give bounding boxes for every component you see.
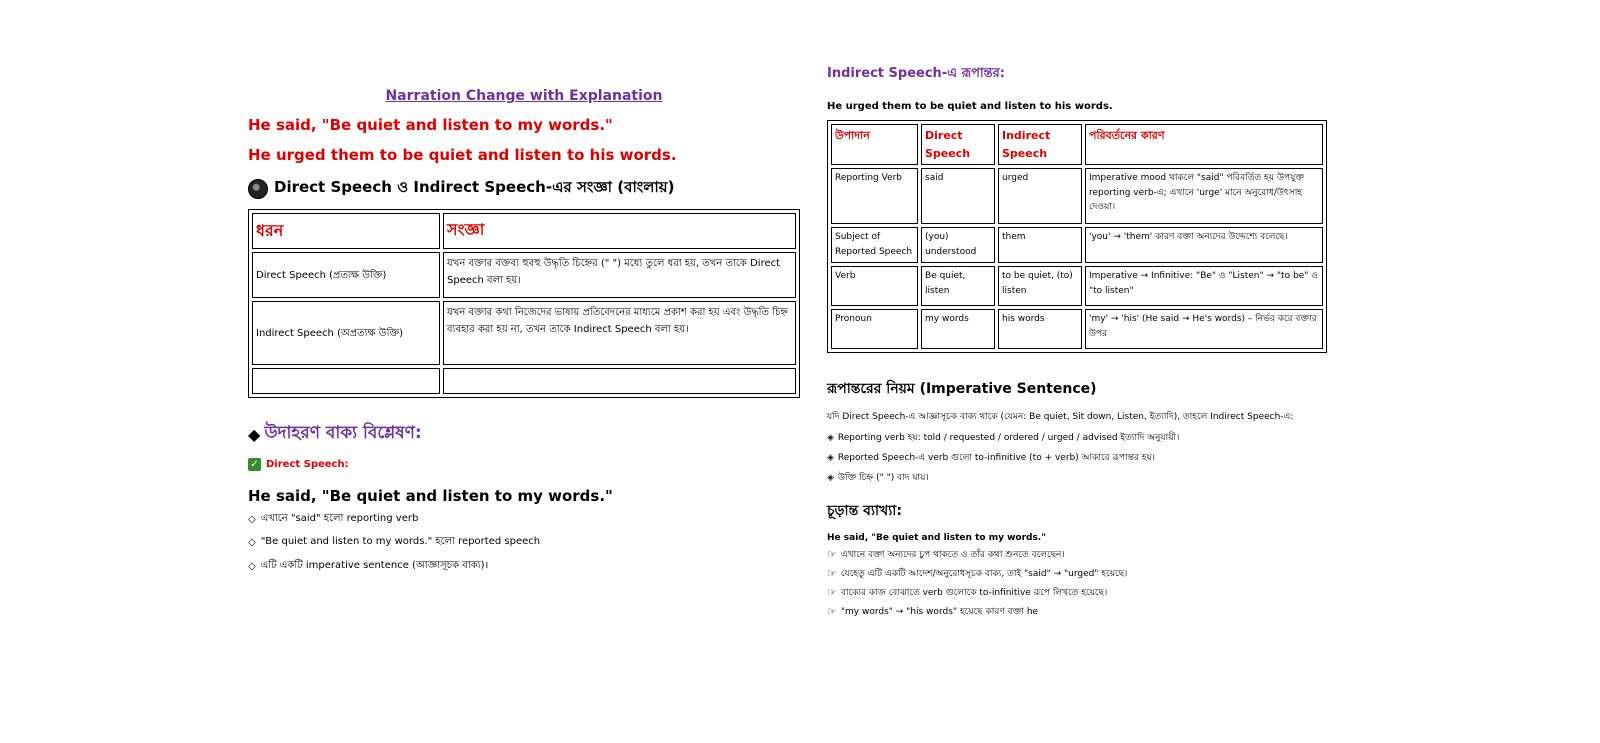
- conv-indirect-cell: them: [998, 227, 1082, 263]
- conv-indirect-cell: urged: [998, 168, 1082, 224]
- list-item: [827, 547, 1327, 562]
- rule-heading: রূপান্তরের নিয়ম (Imperative Sentence): [827, 381, 1097, 398]
- rule-intro: যদি Direct Speech-এ আজ্ঞাসূচক বাক্য থাকে (যেমন: Be quiet, Sit down, Listen, ইত্যাদি), তাহলে Indirect Speech-এ:: [827, 412, 1294, 423]
- conv-reason-cell: 'my' → 'his' (He said → He's words) – নির্ভর করে বক্তার উপর: [1085, 309, 1323, 349]
- direct-speech-label: [248, 458, 800, 471]
- conv-header-indirect: Indirect Speech: [998, 124, 1082, 165]
- list-item-text: বাক্যের কাজ বোঝাতে verb গুলোকে to-infinitive রূপে লিখতে হয়েছে।: [840, 588, 1108, 599]
- analysis-list: [248, 511, 800, 575]
- final-example: He said, "Be quiet and listen to my words.": [827, 533, 1046, 544]
- list-item-text: উক্তি চিহ্ন (" ") বাদ যায়।: [837, 473, 929, 484]
- list-item-text: যেহেতু এটি একটি আদেশ/অনুরোধসূচক বাক্য, তাই "said" → "urged" হয়েছে।: [840, 569, 1128, 580]
- conv-reason-cell: Imperative mood থাকলে "said" পরিবর্তিত হয় উপযুক্ত reporting verb-এ; এখানে 'urge' মানে অনুরোধ/উৎসাহ দেওয়া।: [1085, 168, 1323, 224]
- list-item: [827, 566, 1327, 581]
- def-type-cell: [252, 368, 440, 394]
- diamond-outline-icon: ◇: [248, 537, 256, 548]
- example-heading-text: উদাহরণ বাক্য বিশ্লেষণ:: [264, 423, 422, 443]
- list-item: [827, 430, 1327, 445]
- diamond-outline-icon: ◇: [248, 560, 256, 572]
- final-heading: চূড়ান্ত ব্যাখ্যা:: [827, 503, 902, 520]
- indirect-sentence: He urged them to be quiet and listen to his words.: [248, 146, 677, 164]
- globe-icon: [248, 179, 268, 199]
- list-item: [827, 470, 1327, 485]
- conv-reason-cell: 'you' → 'them' কারণ বক্তা অন্যদের উদ্দেশ্যে বলেছে।: [1085, 227, 1323, 263]
- list-item-text: এখানে "said" হলো reporting verb: [260, 513, 419, 524]
- pointing-hand-icon: ☞: [827, 548, 837, 562]
- definition-heading-text: Direct Speech ও Indirect Speech-এর সংজ্ঞা (বাংলায়): [274, 178, 675, 196]
- conv-direct-cell: (you) understood: [921, 227, 995, 263]
- left-page: [248, 88, 800, 581]
- check-icon: ✓: [248, 458, 261, 471]
- pointing-hand-icon: ☞: [827, 586, 837, 600]
- example-heading: [248, 420, 800, 448]
- example-sentence: He said, "Be quiet and listen to my words.": [248, 487, 613, 505]
- conv-indirect-cell: to be quiet, (to) listen: [998, 266, 1082, 306]
- direct-speech-label-text: Direct Speech:: [266, 459, 349, 470]
- pointing-hand-icon: ☞: [827, 567, 837, 581]
- conv-element-cell: Reporting Verb: [831, 168, 918, 224]
- conv-indirect-cell: his words: [998, 309, 1082, 349]
- conv-header-direct: Direct Speech: [921, 124, 995, 165]
- document-title: Narration Change with Explanation: [385, 88, 663, 104]
- conversion-title: Indirect Speech-এ রূপান্তর:: [827, 66, 1005, 81]
- conv-header-element: উপাদান: [831, 124, 918, 165]
- list-item: [248, 511, 800, 528]
- def-type-cell: Direct Speech (প্রত্যক্ষ উক্তি): [252, 252, 440, 298]
- right-page: [827, 64, 1327, 623]
- def-definition-cell: [443, 368, 796, 394]
- def-header-type: ধরন: [252, 213, 440, 249]
- converted-sentence: He urged them to be quiet and listen to his words.: [827, 101, 1113, 112]
- def-definition-cell: যখন বক্তার কথা নিজেদের ভাষায় প্রতিবেদনের মাধ্যমে প্রকাশ করা হয় এবং উদ্ধৃতি চিহ্ন ব্যবহার করা হয় না, তখন তাকে Indirect Speech বলা হয়।: [443, 301, 796, 365]
- definition-table: [248, 209, 800, 398]
- conversion-table: [827, 120, 1327, 353]
- diamond-icon: ◈: [827, 452, 834, 463]
- diamond-outline-icon: ◇: [248, 514, 256, 525]
- list-item: [827, 585, 1327, 600]
- list-item-text: "my words" → "his words" হয়েছে কারণ বক্তা he: [840, 607, 1039, 618]
- list-item-text: এখানে বক্তা অন্যদের চুপ থাকতে ও তাঁর কথা শুনতে বলেছেন।: [840, 550, 1065, 561]
- diamond-icon: ◆: [248, 424, 261, 444]
- list-item: [827, 450, 1327, 465]
- def-definition-cell: যখন বক্তার বক্তব্য হুবহু উদ্ধৃতি চিহ্নের (" ") মধ্যে তুলে ধরা হয়, তখন তাকে Direct Speech বলা হয়।: [443, 252, 796, 298]
- conv-element-cell: Verb: [831, 266, 918, 306]
- list-item-text: "Be quiet and listen to my words." হলো reported speech: [260, 536, 541, 547]
- diamond-icon: ◈: [827, 432, 834, 443]
- def-header-definition: সংজ্ঞা: [443, 213, 796, 249]
- list-item-text: Reported Speech-এ verb গুলো to-infinitive (to + verb) আকারে রূপান্তর হয়।: [837, 453, 1155, 464]
- conv-element-cell: Subject of Reported Speech: [831, 227, 918, 263]
- list-item-text: এটি একটি imperative sentence (আজ্ঞাসূচক বাক্য)।: [260, 560, 489, 571]
- def-type-cell: Indirect Speech (অপ্রত্যক্ষ উক্তি): [252, 301, 440, 365]
- diamond-icon: ◈: [827, 472, 834, 483]
- conv-reason-cell: Imperative → Infinitive: "Be" ও "Listen" → "to be" ও "to listen": [1085, 266, 1323, 306]
- definition-heading: [248, 176, 800, 201]
- pointing-hand-icon: ☞: [827, 605, 837, 619]
- final-list: [827, 547, 1327, 619]
- list-item-text: Reporting verb হয়: told / requested / ordered / urged / advised ইত্যাদি অনুযায়ী।: [837, 433, 1180, 444]
- conv-direct-cell: my words: [921, 309, 995, 349]
- list-item: [827, 604, 1327, 619]
- conv-direct-cell: Be quiet, listen: [921, 266, 995, 306]
- conv-header-reason: পরিবর্তনের কারণ: [1085, 124, 1323, 165]
- rule-list: [827, 430, 1327, 485]
- conv-element-cell: Pronoun: [831, 309, 918, 349]
- conv-direct-cell: said: [921, 168, 995, 224]
- direct-sentence: He said, "Be quiet and listen to my words.": [248, 116, 613, 134]
- list-item: [248, 534, 800, 551]
- list-item: [248, 557, 800, 575]
